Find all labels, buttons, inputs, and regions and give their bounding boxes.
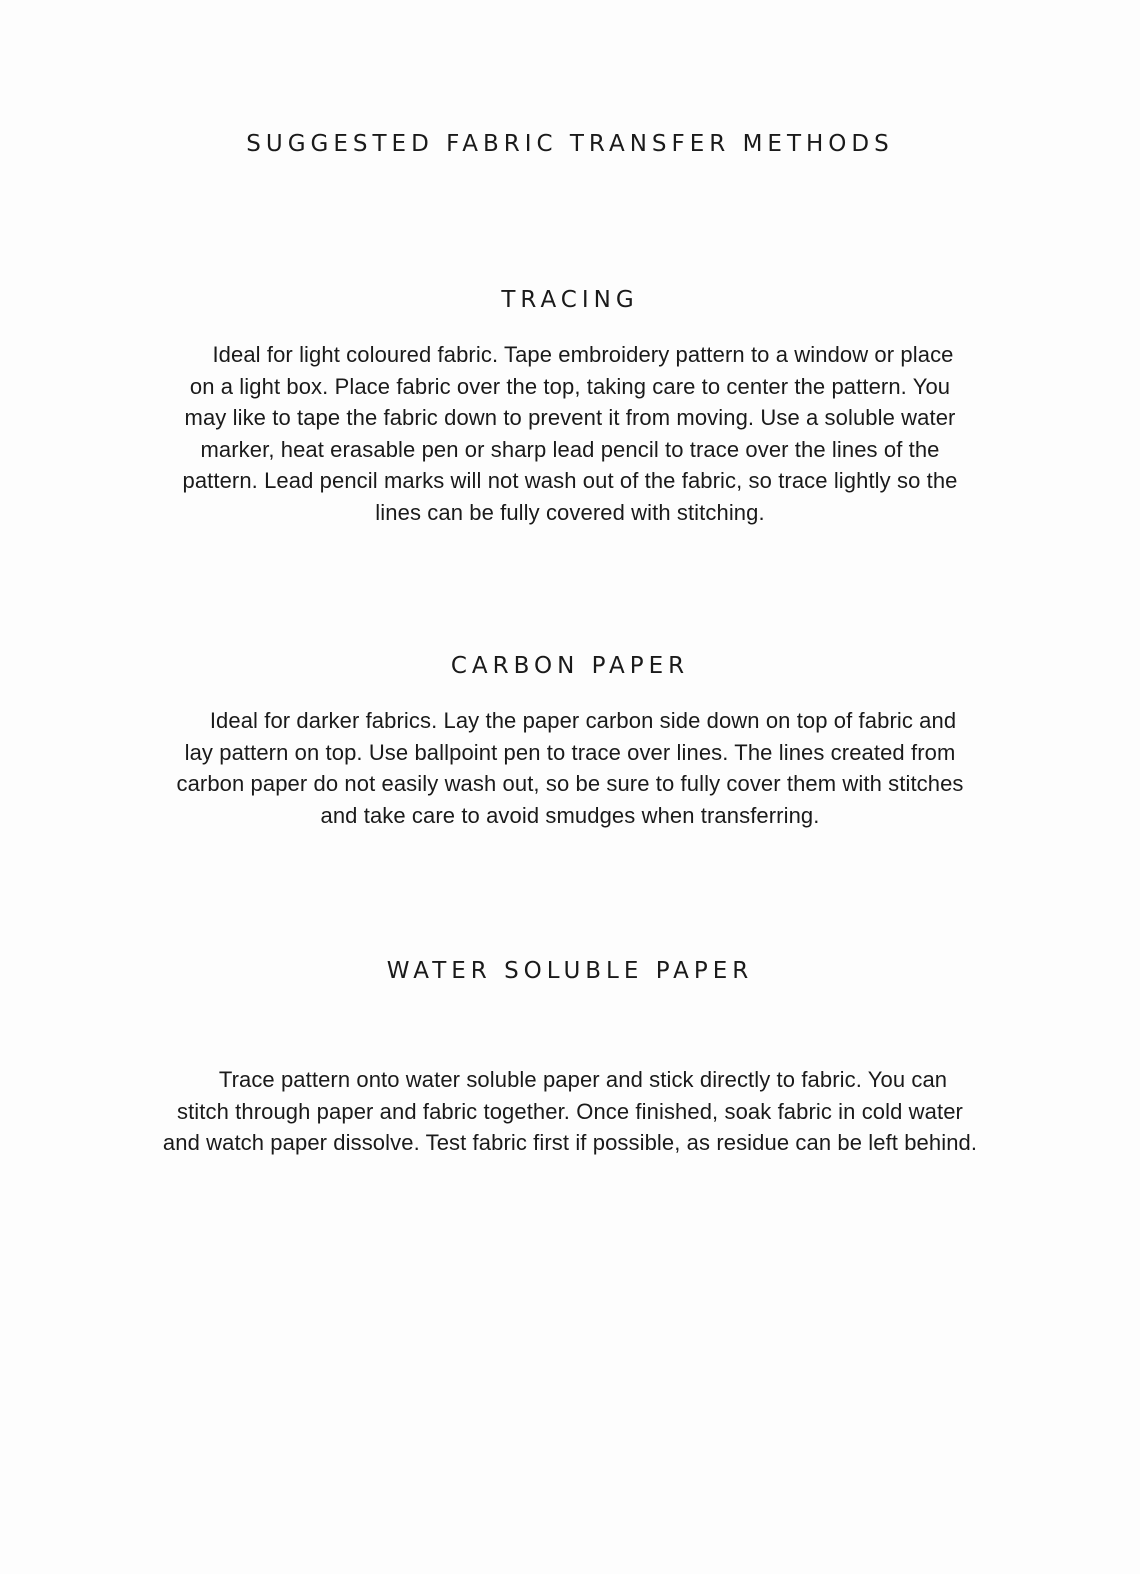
section-body-tracing [95,339,1045,528]
section-body-water-soluble-paper [95,1064,1045,1159]
body-line: on a light box. Place fabric over the top, taking care to center the pattern. You [189,373,951,399]
body-line: stitch through paper and fabric together. Once finished, soak fabric in cold water [177,1098,963,1124]
body-line: marker, heat erasable pen or sharp lead pencil to trace over the lines of the [200,436,940,462]
body-line: Ideal for darker fabrics. Lay the paper carbon side down on top of fabric and [209,708,957,733]
body-line: Ideal for light coloured fabric. Tape embroidery pattern to a window or place [212,342,954,367]
section-body-carbon-paper [95,705,1045,831]
page-title: SUGGESTED FABRIC TRANSFER METHODS [246,131,894,157]
body-line: carbon paper do not easily wash out, so be sure to fully cover them with stitches [176,771,964,796]
body-line: and watch paper dissolve. Test fabric first if possible, as residue can be left behind. [162,1130,978,1155]
section-heading-water-soluble-paper: WATER SOLUBLE PAPER [386,958,754,984]
body-line: pattern. Lead pencil marks will not wash out of the fabric, so trace lightly so the [182,468,958,493]
body-line: lay pattern on top. Use ballpoint pen to trace over lines. The lines created from [184,739,956,765]
body-line: may like to tape the fabric down to prevent it from moving. Use a soluble water [184,405,956,430]
body-line: Trace pattern onto water soluble paper and stick directly to fabric. You can [218,1067,948,1092]
body-line: and take care to avoid smudges when transferring. [320,802,820,828]
section-heading-carbon-paper: CARBON PAPER [450,653,690,679]
section-heading-tracing: TRACING [501,287,639,313]
body-line: lines can be fully covered with stitching. [375,499,765,525]
